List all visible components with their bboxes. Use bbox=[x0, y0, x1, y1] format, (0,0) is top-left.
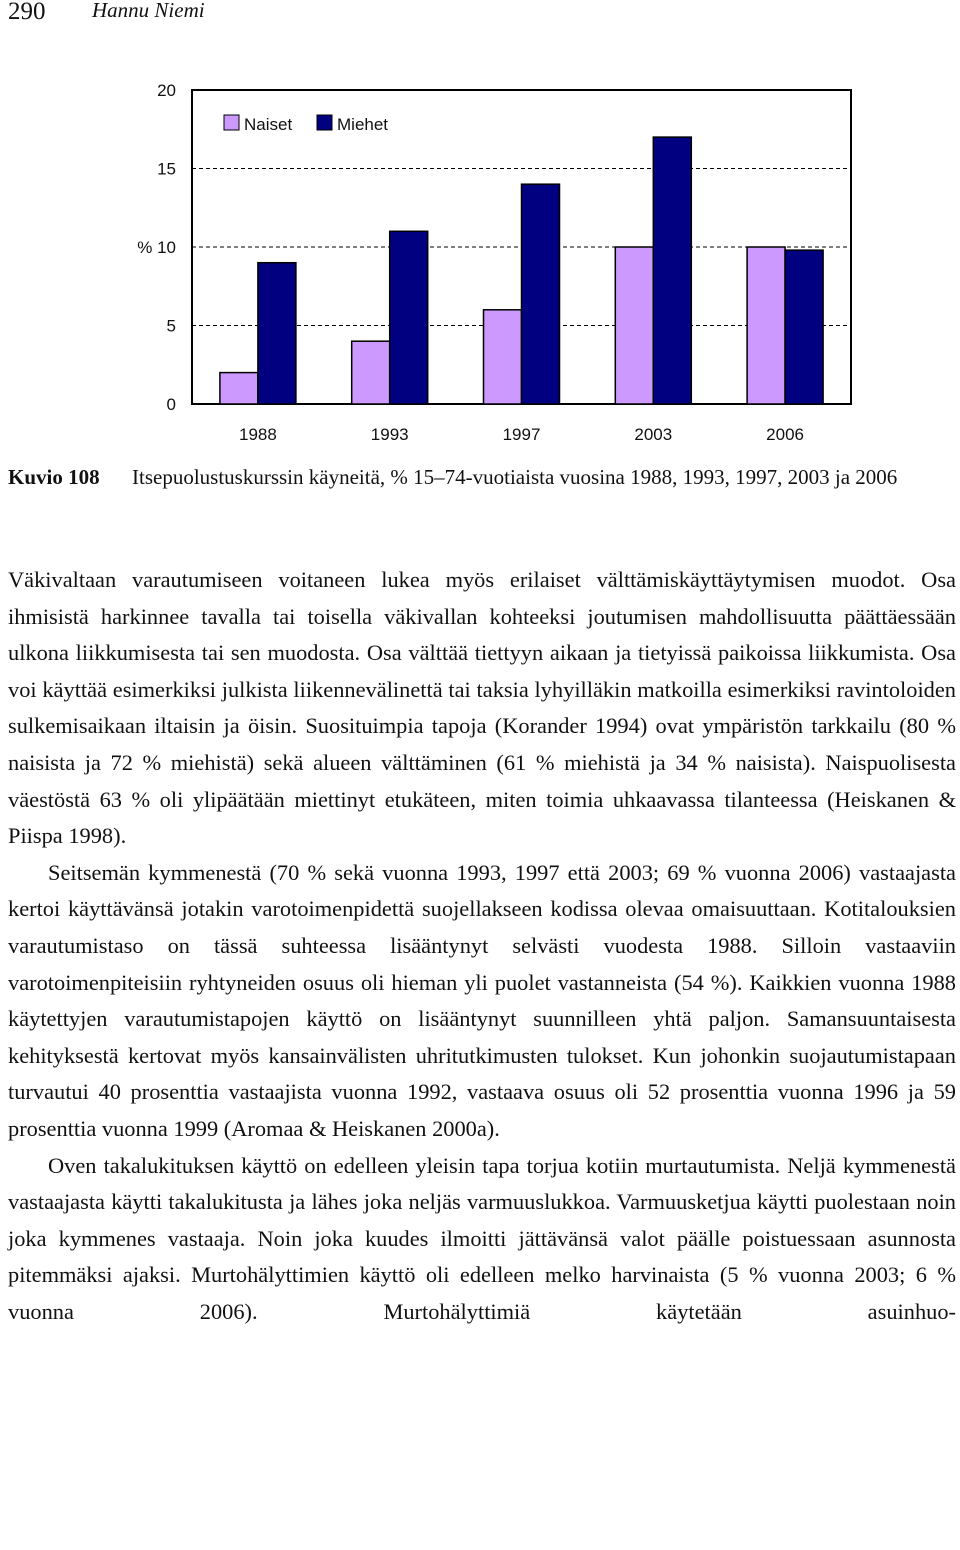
y-tick-label: 5 bbox=[166, 316, 176, 336]
legend-label: Naiset bbox=[244, 115, 293, 134]
bar-chart bbox=[0, 60, 960, 460]
paragraph-1: Väkivaltaan varautumiseen voitaneen lukea myös erilaiset välttämiskäyttäytymisen muodot. Osa ihmisistä harkinnee tavalla tai toisella väkivallan kohteeksi joutumisen mahdollisuutta päättäessään ulkona liikkumisesta tai sen muodosta. Osa välttää tiettyyn aikaan ja tietyissä paikoissa liikkumista. Osa voi käyttää esimerkiksi julkista liikennevälinettä tai taksia lyhyilläkin matkoilla esimerkiksi ravintoloiden sulkemisaikaan iltaisin ja öisin. Suosituimpia tapoja (Korander 1994) ovat ympäristön tarkkailu (80 % naisista ja 72 % miehistä) sekä alueen välttäminen (61 % miehistä ja 34 % naisista). Naispuolisesta väestöstä 63 % oli ylipäätään miettinyt etukäteen, miten toimia uhkaavassa tilanteessa (Heiskanen & Piispa 1998). bbox=[8, 567, 956, 849]
x-tick-label: 1988 bbox=[238, 425, 277, 444]
x-tick-label: 2006 bbox=[766, 425, 805, 444]
x-tick-label: 2003 bbox=[634, 425, 673, 444]
running-head-author: Hannu Niemi bbox=[92, 0, 205, 22]
bar bbox=[258, 263, 296, 404]
bar bbox=[785, 250, 823, 404]
y-tick-label: 15 bbox=[157, 159, 176, 179]
y-tick-label: 20 bbox=[157, 81, 176, 100]
bar bbox=[352, 341, 390, 404]
body-text bbox=[8, 562, 956, 1330]
figure-caption-text: Itsepuolustuskurssin käyneitä, % 15–74-vuotiaista vuosina 1988, 1993, 1997, 2003 ja 2006 bbox=[132, 465, 898, 489]
paragraph-3: Oven takalukituksen käyttö on edelleen yleisin tapa torjua kotiin murtautumista. Neljä kymmenestä vastaajasta käytti takalukitusta ja lähes joka neljäs varmuuslukkoa. Varmuusketjua käytti puolestaan noin joka kymmenes vastaaja. Noin joka kuudes ilmoitti jättävänsä valot päälle poistuessaan asunnosta pitemmäksi ajaksi. Murtohälyttimien käyttö oli edelleen melko harvinaista (5 % vuonna 2003; 6 % vuonna 2006). Murtohälyttimiä käytetään asuinhuo- bbox=[8, 1152, 956, 1324]
legend-swatch bbox=[317, 115, 332, 130]
y-tick-labels bbox=[137, 81, 176, 414]
bar bbox=[747, 247, 785, 404]
figure-caption bbox=[8, 462, 958, 492]
bar bbox=[615, 247, 653, 404]
y-tick-label: 0 bbox=[166, 395, 176, 414]
y-tick-label: % 10 bbox=[137, 238, 176, 257]
paragraph-2: Seitsemän kymmenestä (70 % sekä vuonna 1993, 1997 että 2003; 69 % vuonna 2006) vastaajasta kertoi käyttävänsä jotakin varotoimenpidettä suojellakseen kodissa olevaa omaisuuttaan. Kotitalouksien varautumistaso on tässä suhteessa lisääntynyt selvästi vuodesta 1988. Silloin vastaaviin varotoimenpiteisiin ryhtyneiden osuus oli hieman yli puolet vastanneista (54 %). Kaikkien vuonna 1988 käytettyjen varautumistapojen käyttö on lisääntynyt suunnilleen yhtä paljon. Samansuuntaisesta kehityksestä kertovat myös kansainvälisten uhritutkimusten tulokset. Kun johonkin suojautumistapaan turvautui 40 prosenttia vastaajista vuonna 1992, vastaava osuus oli 52 prosenttia vuonna 1996 ja 59 prosenttia vuonna 1999 (Aromaa & Heiskanen 2000a). bbox=[8, 859, 956, 1141]
bar bbox=[390, 231, 428, 404]
figure-caption-label: Kuvio 108 bbox=[8, 465, 100, 489]
bar bbox=[522, 184, 560, 404]
bar bbox=[653, 137, 691, 404]
x-tick-label: 1997 bbox=[502, 425, 541, 444]
legend-swatch bbox=[224, 115, 239, 130]
bar bbox=[220, 373, 258, 404]
bar bbox=[484, 310, 522, 404]
page-number: 290 bbox=[8, 0, 46, 25]
x-tick-labels bbox=[239, 425, 804, 444]
legend-label: Miehet bbox=[337, 115, 389, 134]
x-tick-label: 1993 bbox=[370, 425, 409, 444]
